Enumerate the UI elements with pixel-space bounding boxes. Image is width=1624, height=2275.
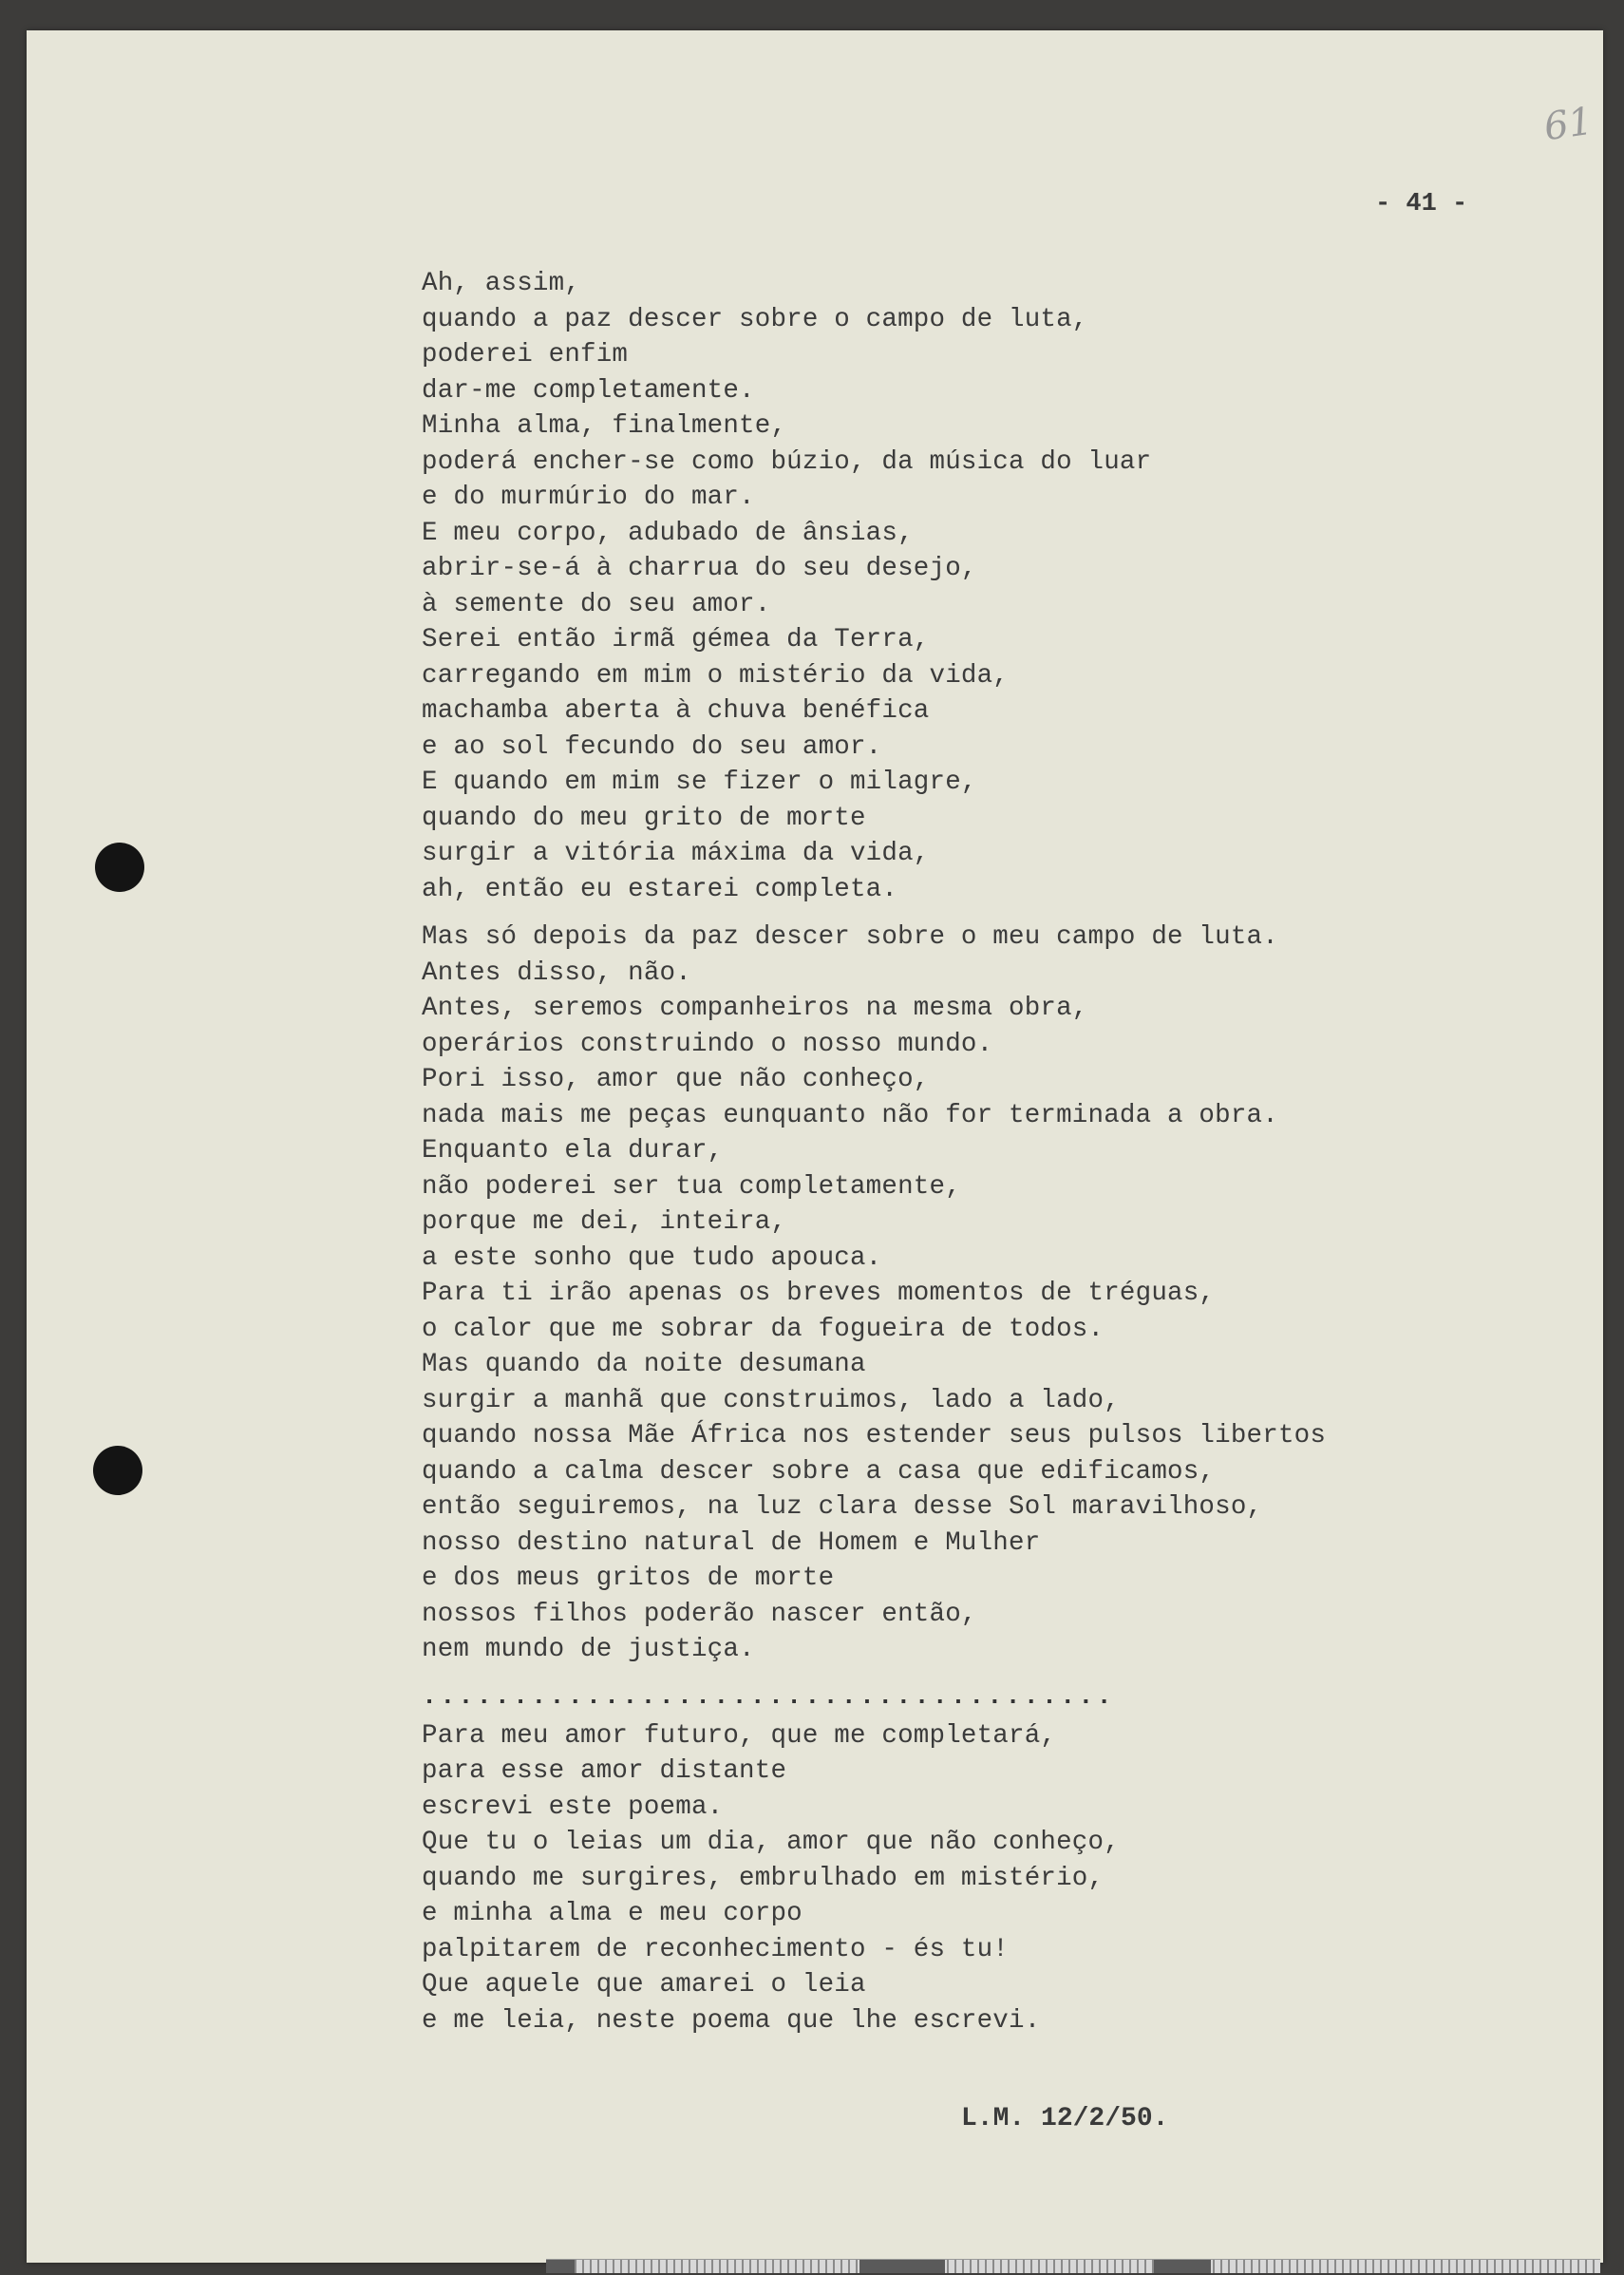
poem-line: e me leia, neste poema que lhe escrevi. [422, 2005, 1041, 2036]
signature-date: L.M. 12/2/50. [961, 2104, 1169, 2133]
poem-line: Para meu amor futuro, que me completará, [422, 1720, 1057, 1751]
poem-line: nem mundo de justiça. [422, 1635, 755, 1664]
poem-line: Mas só depois da paz descer sobre o meu campo de luta. [422, 922, 1278, 952]
poem-line: ah, então eu estarei completa. [422, 874, 898, 904]
poem-line: poderei enfim [422, 340, 629, 370]
poem-line: o calor que me sobrar da fogueira de todos. [422, 1314, 1105, 1344]
poem-line: nada mais me peças eunquanto não for terminada a obra. [422, 1100, 1278, 1130]
poem-line: à semente do seu amor. [422, 589, 771, 619]
poem-line: e ao sol fecundo do seu amor. [422, 731, 882, 762]
poem-line: E quando em mim se fizer o milagre, [422, 768, 977, 797]
poem-line: a este sonho que tudo apouca. [422, 1242, 882, 1273]
page-number: - 41 - [1375, 190, 1468, 218]
poem-line: Pori isso, amor que não conheço, [422, 1065, 930, 1094]
poem-line: não poderei ser tua completamente, [422, 1171, 961, 1202]
poem-line: surgir a manhã que construimos, lado a lado, [422, 1385, 1120, 1415]
poem-body [422, 266, 1561, 2051]
poem-line: machamba aberta à chuva benéfica [422, 696, 930, 726]
poem-line: abrir-se-á à charrua do seu desejo, [422, 554, 977, 583]
poem-line: surgir a vitória máxima da vida, [422, 839, 930, 868]
poem-line: Que tu o leias um dia, amor que não conheço, [422, 1828, 1120, 1857]
poem-stanza-3 [422, 1718, 1561, 2039]
poem-line: Antes, seremos companheiros na mesma obra, [422, 994, 1088, 1023]
handwritten-page-number: 61 [1541, 99, 1596, 150]
poem-line: escrevi este poema. [422, 1792, 724, 1822]
poem-line: poderá encher-se como búzio, da música do luar [422, 446, 1152, 477]
poem-line: e minha alma e meu corpo [422, 1899, 803, 1928]
poem-line: quando nossa Mãe África nos estender seus pulsos libertos [422, 1421, 1327, 1450]
scan-scale-bar [546, 2259, 1600, 2273]
poem-line: dar-me completamente. [422, 375, 755, 406]
poem-line: Para ti irão apenas os breves momentos de tréguas, [422, 1279, 1216, 1308]
poem-line: e do murmúrio do mar. [422, 483, 755, 512]
poem-stanza-1 [422, 266, 1561, 907]
punch-hole-bottom [93, 1446, 142, 1495]
poem-line: nossos filhos poderão nascer então, [422, 1599, 977, 1629]
poem-line: nosso destino natural de Homem e Mulher [422, 1527, 1041, 1558]
poem-line: Ah, assim, [422, 269, 581, 298]
poem-line: quando a calma descer sobre a casa que edificamos, [422, 1456, 1216, 1487]
poem-line: operários construindo o nosso mundo. [422, 1029, 993, 1059]
stanza-divider: ...................................... [422, 1682, 1115, 1712]
poem-stanza-2 [422, 919, 1561, 1668]
poem-line: Antes disso, não. [422, 957, 691, 988]
poem-line: Minha alma, finalmente, [422, 411, 787, 441]
poem-line: então seguiremos, na luz clara desse Sol maravilhoso, [422, 1492, 1263, 1522]
punch-hole-top [95, 843, 144, 892]
poem-line: porque me dei, inteira, [422, 1207, 787, 1237]
poem-line: e dos meus gritos de morte [422, 1564, 835, 1593]
poem-line: para esse amor distante [422, 1756, 787, 1786]
poem-line: Que aquele que amarei o leia [422, 1970, 866, 2000]
poem-line: E meu corpo, adubado de ânsias, [422, 518, 914, 548]
poem-line: Mas quando da noite desumana [422, 1350, 866, 1379]
poem-line: Enquanto ela durar, [422, 1136, 724, 1166]
poem-line: carregando em mim o mistério da vida, [422, 660, 1009, 691]
poem-line: quando do meu grito de morte [422, 803, 866, 833]
poem-line: Serei então irmã gémea da Terra, [422, 625, 930, 654]
poem-line: palpitarem de reconhecimento - és tu! [422, 1934, 1009, 1964]
poem-line: quando me surgires, embrulhado em mistério, [422, 1863, 1105, 1893]
poem-line: quando a paz descer sobre o campo de luta, [422, 304, 1088, 334]
